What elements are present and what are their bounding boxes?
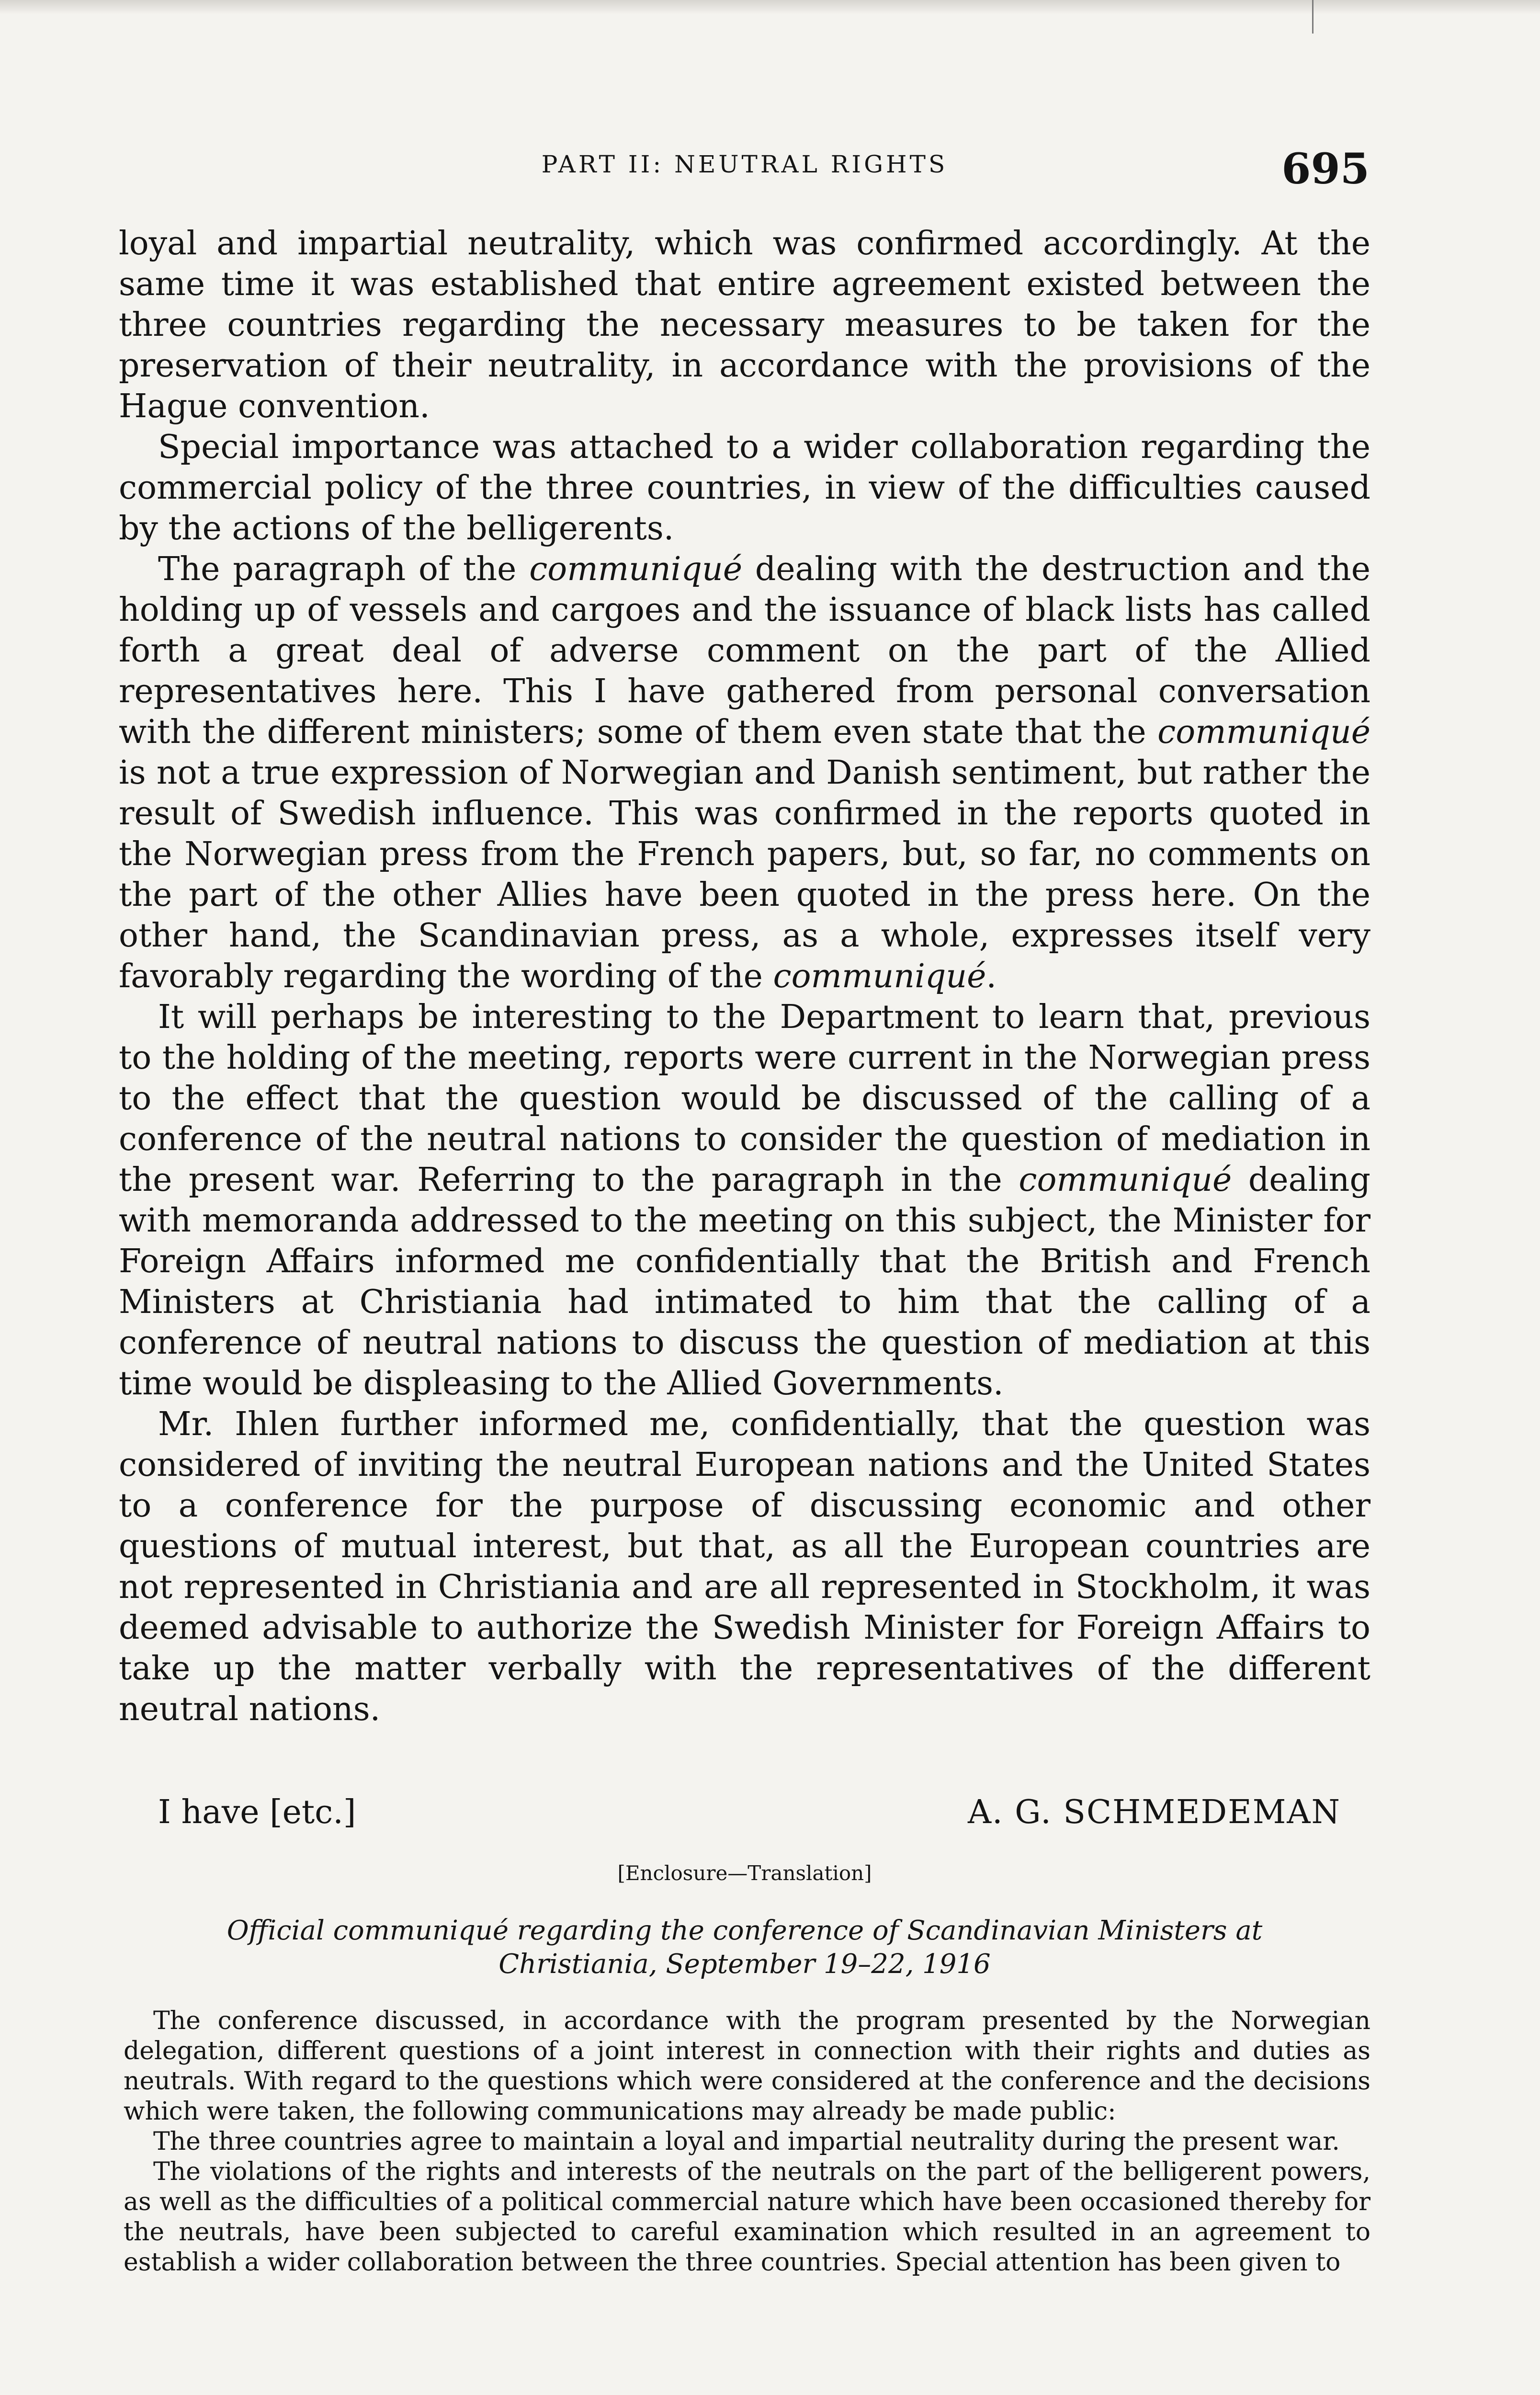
letter-closing [158, 1793, 1341, 1836]
enclosure-label: [Enclosure—Translation] [617, 1861, 872, 1885]
enclosure-title-line: Christiania, September 19–22, 1916 [498, 1949, 991, 1980]
text-run: dealing with the destruction and the holding up of vessels and cargoes and the issuance of black lists has called forth a great deal of adverse comment on the part of the Allied representatives here. This I have gathered from personal conversation with the different ministers; some of them even state that the [119, 550, 1371, 751]
text-run: . [986, 958, 997, 995]
communique-term: communiqué [773, 958, 986, 995]
communique-term: communiqué [1157, 713, 1370, 751]
text-run: The paragraph of the [158, 550, 530, 588]
scan-mark [1312, 0, 1314, 34]
salutation: I have [etc.] [158, 1793, 356, 1831]
enclosure-paragraph: The violations of the rights and interests of the neutrals on the part of the belligerent powers, as well as the difficulties of a political commercial nature which have been occasioned thereby for the neutrals, have been subjected to careful examination which resulted in an agreement to establish a wider collaboration between the three countries. Special attention has been given to [124, 2157, 1370, 2277]
enclosure-title-line: Official communiqué regarding the conference of Scandinavian Ministers at [226, 1915, 1263, 1946]
text-run: is not a true expression of Norwegian and Danish sentiment, but rather the result of Swedish influence. This was confirmed in the reports quoted in the Norwegian press from the French papers, but, so far, no comments on the part of the other Allies have been quoted in the press here. On the other hand, the Scandinavian press, as a whole, expresses itself very favorably regarding the wording of the [119, 754, 1370, 995]
enclosure-paragraph: The three countries agree to maintain a loyal and impartial neutrality during the present war. [153, 2127, 1340, 2156]
paragraph-mediation [119, 997, 1370, 1404]
running-head: PART II: NEUTRAL RIGHTS [541, 150, 948, 178]
page-number: 695 [1281, 144, 1370, 194]
enclosure-paragraph: The conference discussed, in accordance with the program presented by the Norwegian delegation, different questions of a joint interest in connection with their rights and duties as neutrals. With regard to the questions which were considered at the conference and the decisions which were taken, the following communications may already be made public: [124, 2007, 1370, 2126]
signature: A. G. SCHMEDEMAN [967, 1793, 1341, 1831]
text-run: It will perhaps be interesting to the Department to learn that, previous to the holding of the meeting, reports were current in the Norwegian press to the effect that the question would be discussed of the calling of a conference of the neutral nations to consider the question of mediation in the present war. Referring to the paragraph in the [119, 998, 1370, 1199]
paragraph-communique-comment [119, 549, 1370, 997]
paragraph-commercial-policy: Special importance was attached to a wider collaboration regarding the commercial policy of the three countries, in view of the difficulties caused by the actions of the belligerents. [119, 428, 1370, 547]
page-header [120, 144, 1370, 196]
communique-term: communiqué [1019, 1161, 1232, 1199]
enclosure-title [120, 1914, 1370, 1981]
communique-term: communiqué [529, 550, 743, 588]
enclosure-body [124, 2006, 1370, 2278]
letter-body [119, 223, 1370, 1730]
text-run: dealing with memoranda addressed to the meeting on this subject, the Minister for Foreign Affairs informed me confidentially that the British and French Ministers at Christiania had intimated to him that the calling of a conference of neutral nations to discuss the question of mediation at this time would be displeasing to the Allied Governments. [119, 1161, 1371, 1403]
scan-edge [0, 0, 1540, 14]
paragraph-ihlen: Mr. Ihlen further informed me, confidentially, that the question was considered of inviting the neutral European nations and the United States to a conference for the purpose of discussing economic and other questions of mutual interest, but that, as all the European countries are not represented in Christiania and are all represented in Stockholm, it was deemed advisable to authorize the Swedish Minister for Foreign Affairs to take up the matter verbally with the representatives of the different neutral nations. [119, 1405, 1370, 1728]
paragraph-continued: loyal and impartial neutrality, which was confirmed accordingly. At the same time it was established that entire agreement existed between the three countries regarding the necessary measures to be taken for the preservation of their neutrality, in accordance with the provisions of the Hague convention. [119, 225, 1370, 425]
